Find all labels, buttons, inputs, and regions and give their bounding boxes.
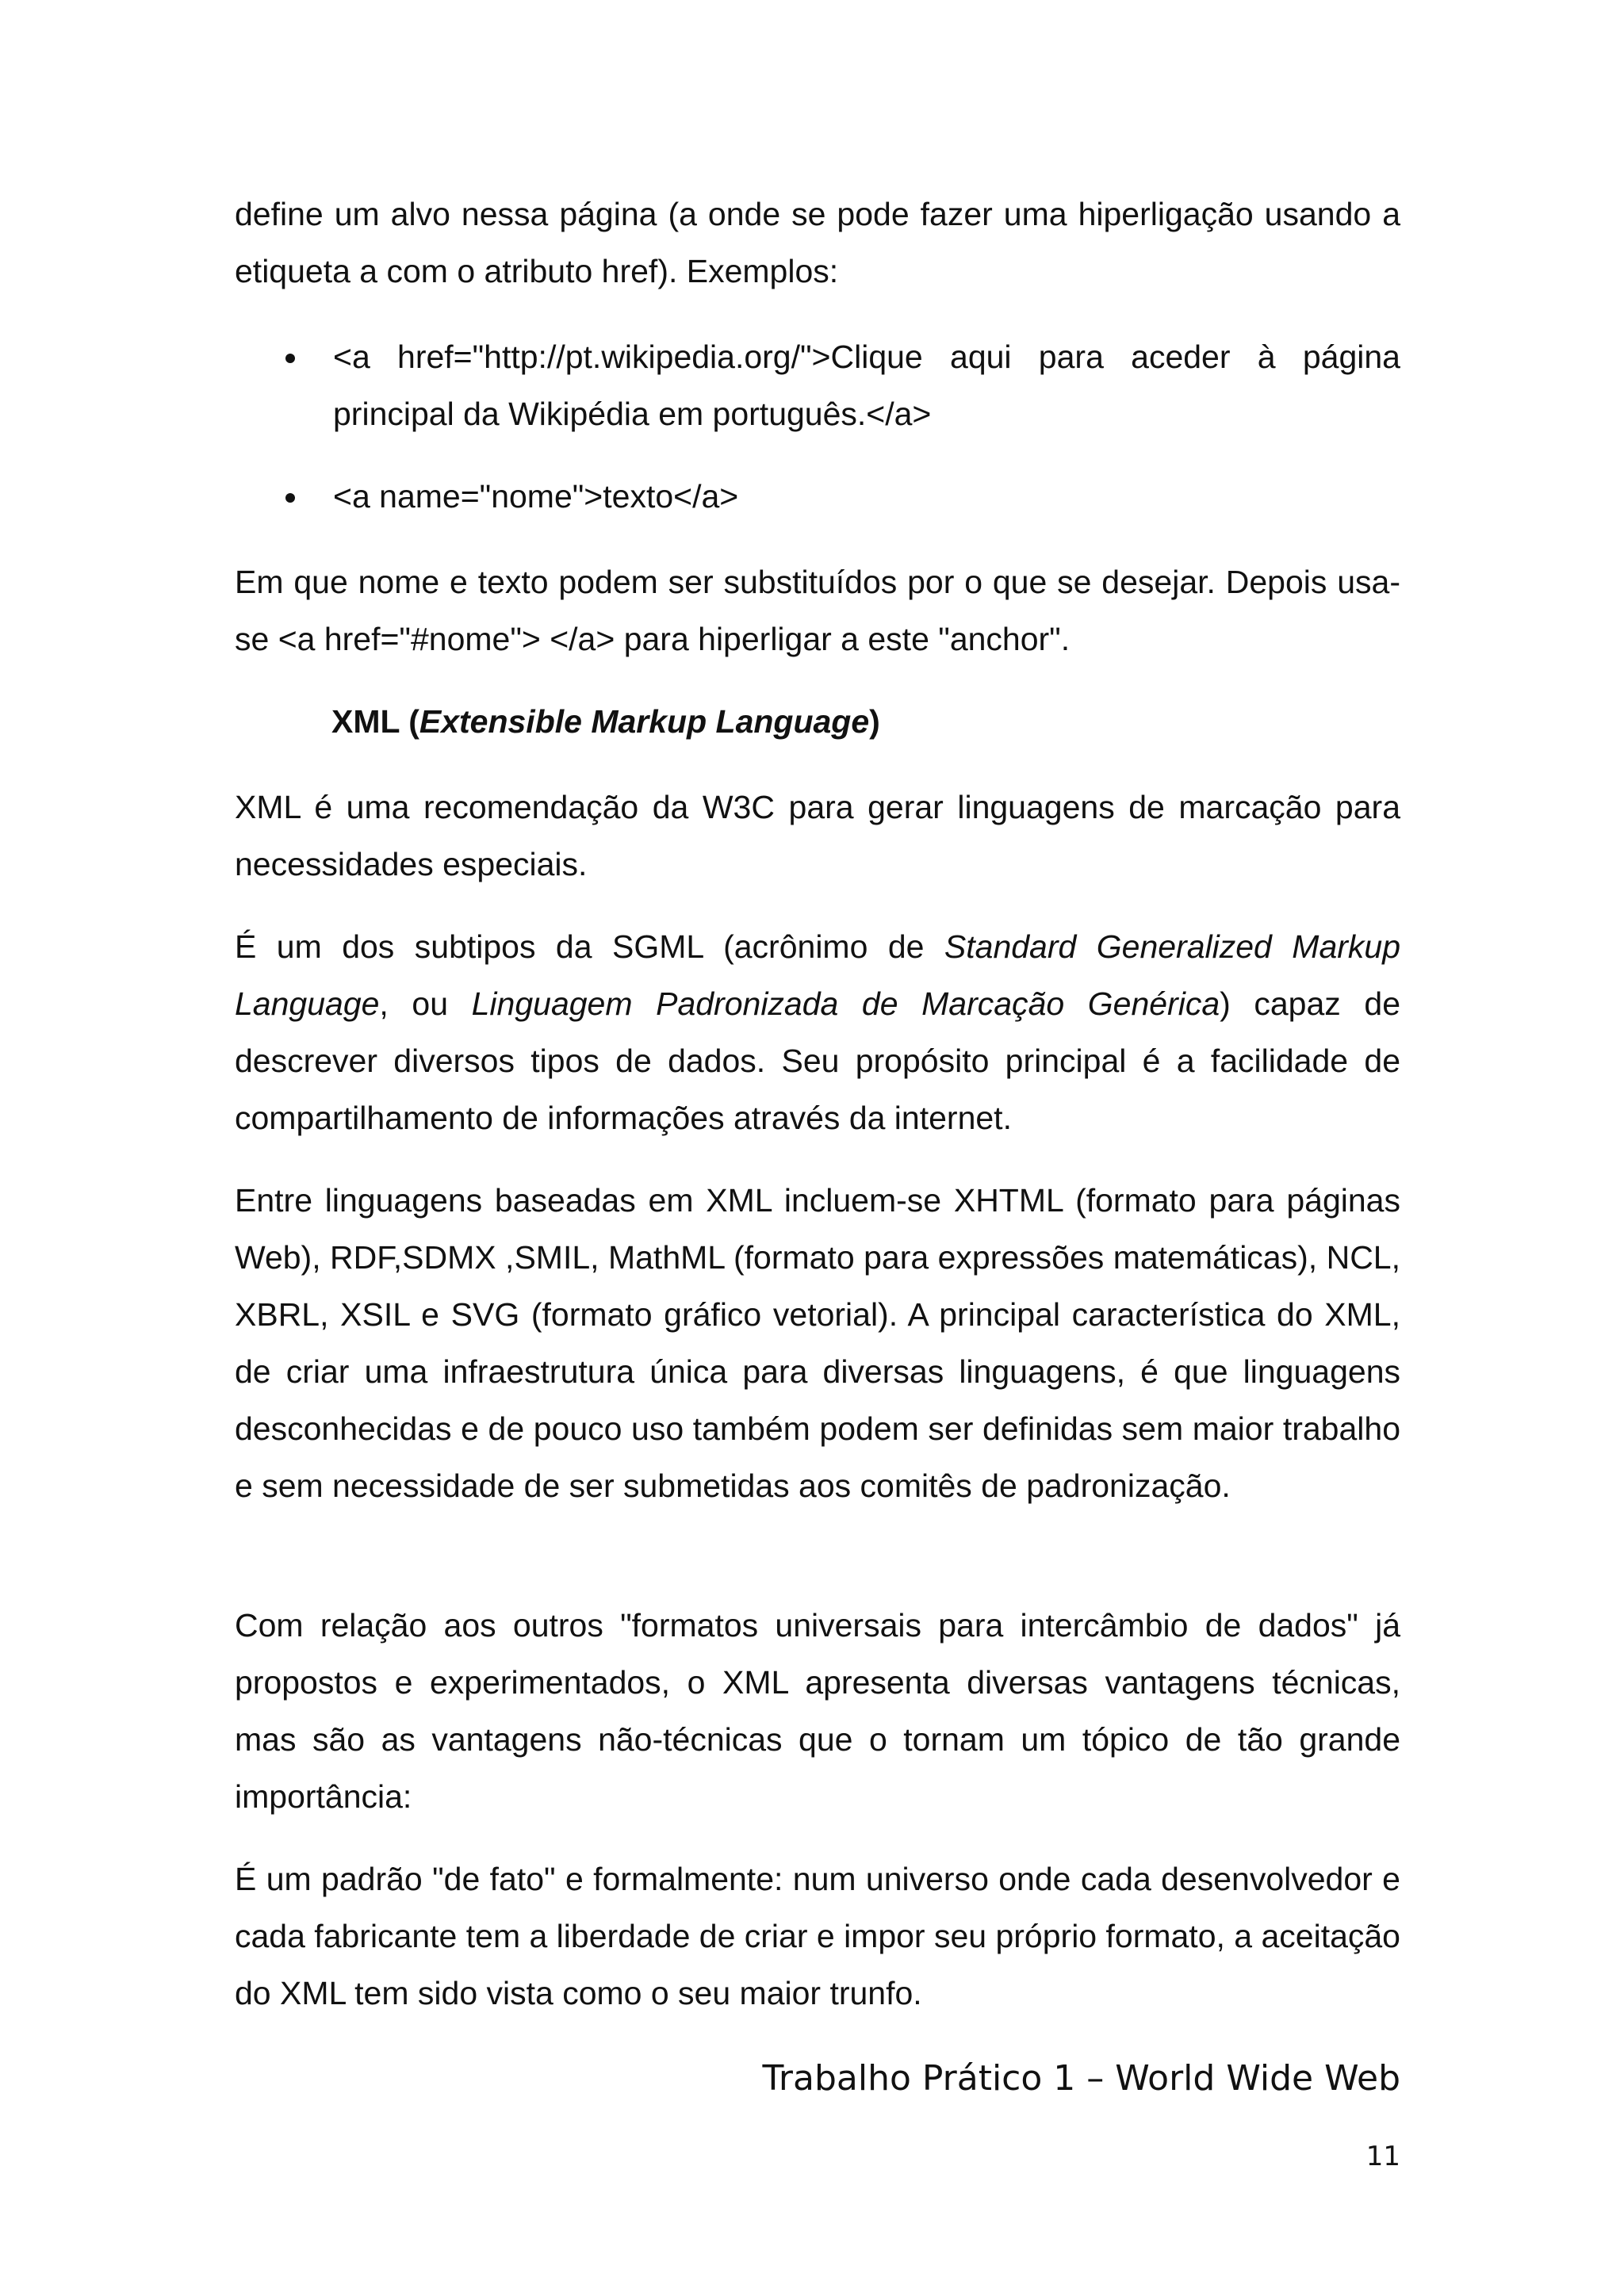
paragraph-italic-text: Standard Generalized Markup Language <box>235 928 1401 1022</box>
paragraph-anchor-target: define um alvo nessa página (a onde se pode fazer uma hiperligação usando a etiqueta a com o atributo href). Exemplos: <box>235 196 1400 289</box>
heading-open-paren: ( <box>399 703 419 740</box>
heading-full-name: Extensible Markup Language <box>419 703 870 740</box>
section-heading-xml <box>331 693 880 750</box>
paragraph-xml-languages: Entre linguagens baseadas em XML incluem-se XHTML (formato para páginas Web), RDF,SDMX ,SMIL, MathML (formato para expressões matemáticas), NCL, XBRL, XSIL e SVG (formato gráfico vetorial). A principal característica do XML, de criar uma infraestrutura única para diversas linguagens, é que linguagens desconhecidas e de pouco uso também podem ser definidas sem maior trabalho e sem necessidade de ser submetidas aos comitês de padronização. <box>235 1182 1400 1504</box>
paragraph-de-facto-standard: É um padrão "de fato" e formalmente: num universo onde cada desenvolvedor e cada fabricante tem a liberdade de criar e impor seu próprio formato, a aceitação do XML tem sido vista como o seu maior trunfo. <box>235 1861 1400 2011</box>
paragraph-text: ) capaz de descrever diversos tipos de dados. Seu propósito principal é a facilidade de compartilhamento de informações através da internet. <box>235 985 1400 1136</box>
heading-close-paren: ) <box>869 703 880 740</box>
paragraph-sgml <box>235 918 1400 1146</box>
heading-abbr: XML <box>331 703 400 740</box>
list-item <box>235 468 1400 525</box>
list-item <box>235 328 1400 442</box>
example-list-1 <box>235 328 1400 442</box>
page-number: 11 <box>1365 2141 1400 2172</box>
paragraph-anchor-usage: Em que nome e texto podem ser substituídos por o que se desejar. Depois usa-se <a href="#nome"> </a> para hiperligar a este "anchor". <box>235 564 1400 657</box>
paragraph-xml-recommendation: XML é uma recomendação da W3C para gerar linguagens de marcação para necessidades especiais. <box>235 789 1400 882</box>
list-item-text: <a href="http://pt.wikipedia.org/">Clique aqui para aceder à página principal da Wikipédia em português.</a> <box>333 339 1400 432</box>
footer-title: Trabalho Prático 1 – World Wide Web <box>762 2058 1400 2099</box>
paragraph-text: É um dos subtipos da SGML (acrônimo de <box>235 928 944 965</box>
example-list-2 <box>235 468 1400 525</box>
paragraph-text: , ou <box>379 985 472 1022</box>
paragraph-italic-text: Linguagem Padronizada de Marcação Genérica <box>471 985 1220 1022</box>
bullet-icon <box>285 493 295 503</box>
bullet-icon <box>285 354 295 363</box>
list-item-text: <a name="nome">texto</a> <box>333 478 739 515</box>
paragraph-universal-formats: Com relação aos outros "formatos universais para intercâmbio de dados" já propostos e experimentados, o XML apresenta diversas vantagens técnicas, mas são as vantagens não-técnicas que o tornam um tópico de tão grande importância: <box>235 1607 1400 1815</box>
